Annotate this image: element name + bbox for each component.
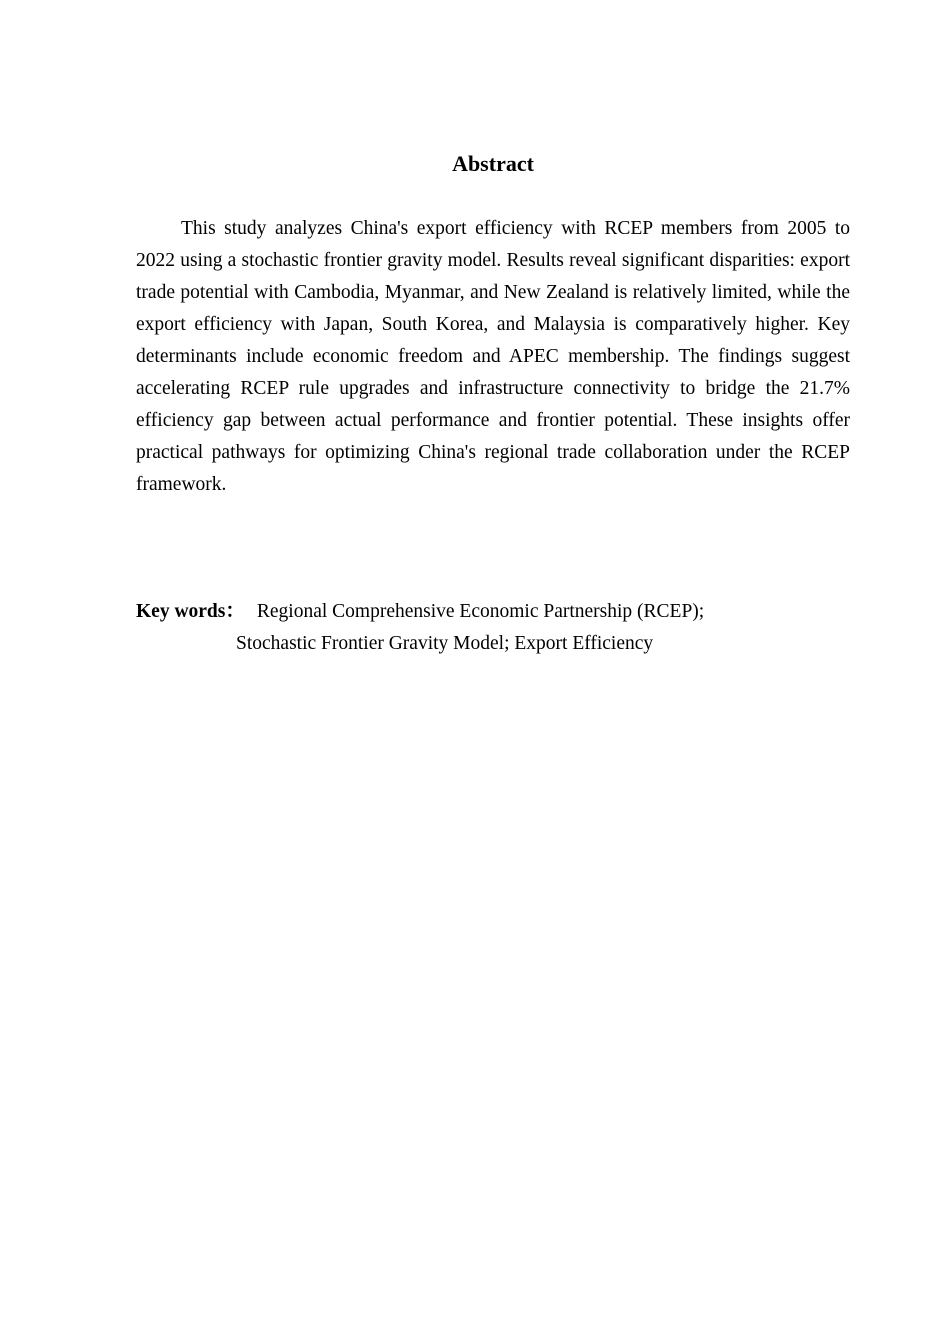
abstract-paragraph: This study analyzes China's export efficiency with RCEP members from 2005 to 2022 using a stochastic frontier gravity model. Results reveal significant disparities: export trade potential with Cambodia, Myanmar, and New Zealand is relatively limited, while the export efficiency with Japan, South Korea, and Malaysia is comparatively higher. Key determinants include economic freedom and APEC membership. The findings suggest accelerating RCEP rule upgrades and infrastructure connectivity to bridge the 21.7% efficiency gap between actual performance and frontier potential. These insights offer practical pathways for optimizing China's regional trade collaboration under the RCEP framework. <box>136 218 850 495</box>
keywords-line-2: Stochastic Frontier Gravity Model; Export Efficiency <box>236 633 654 654</box>
keywords-label: Key words： <box>136 601 245 622</box>
keywords-line-1 <box>136 596 850 628</box>
keywords-block <box>136 596 850 660</box>
keyword-rcep: Regional Comprehensive Economic Partnership (RCEP); <box>256 601 705 622</box>
abstract-heading: Abstract <box>452 151 534 176</box>
